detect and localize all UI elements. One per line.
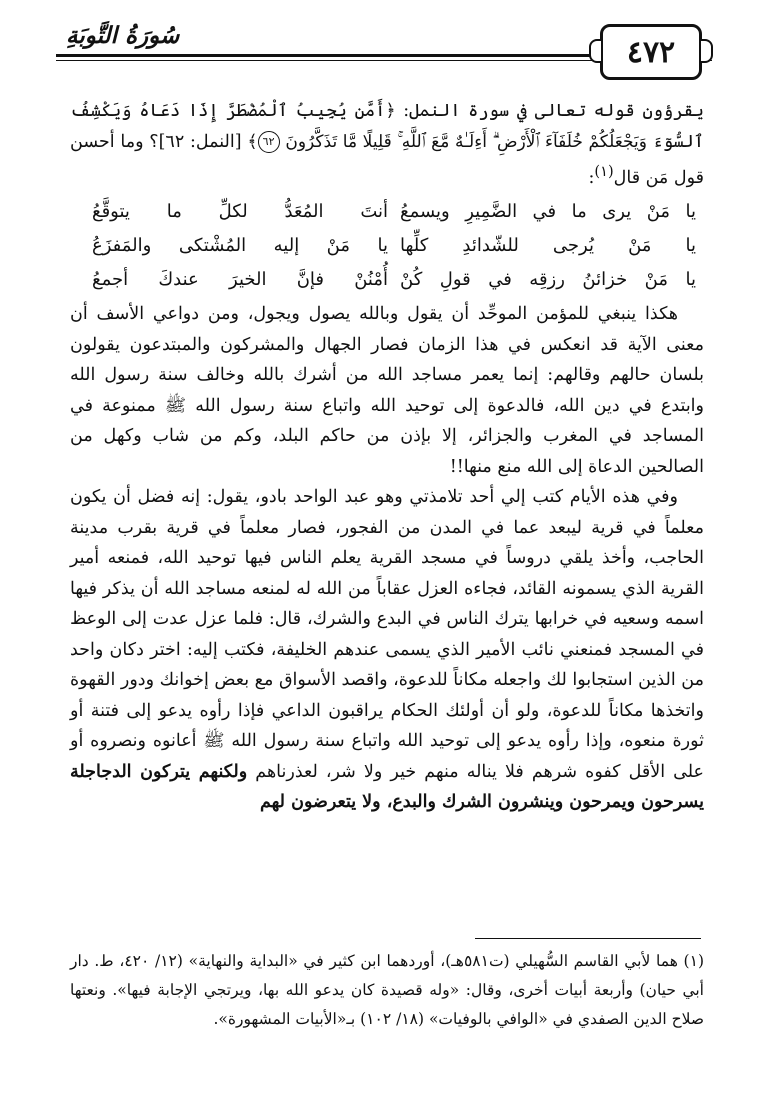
poem-second-hemistich: أنتَ المُعَدُّ لكلِّ ما يتوقَّعُ bbox=[92, 201, 388, 223]
poem-first-hemistich: يا مَنْ يُرجى للشّدائدِ كلِّها bbox=[400, 235, 696, 257]
poem-first-hemistich: يا مَنْ خزائنُ رزقِه في قولِ كُنْ bbox=[400, 269, 696, 291]
paragraph-3-bold-text: ولكنهم يتركون الدجاجلة يسرحون ويمرحون وينشرون الشرك والبدع، ولا يتعرضون لهم bbox=[70, 761, 704, 813]
poem-second-hemistich: يا مَنْ إليه المُشْتكى والمَفزَعُ bbox=[92, 235, 388, 257]
paragraph-3-text: وفي هذه الأيام كتب إلي أحد تلامذتي وهو عبد الواحد بادو، يقول: إنه فضل أن يكون معلماً في قرية ليبعد عما في المدن من الفجور، فصار معلماً في قرية بقرب مدينة الحاجب، وأخذ يلقي دروساً في مسجد القرية يعلم الناس فيها توحيد الله، فمنعه أمير القرية الذي يسمونه القائد، فجاءه العزل عقاباً من الله له لمنعه مساجد الله أن يذكر فيها اسمه وسعيه في خرابها يترك الناس في البدع والشرك، قال: فلما عزل عدت إلى الوعظ في المسجد فمنعني نائب الأمير الذي يسمى عندهم الخليفة، فكتب إليه: اختر دكان واحد من الذين استجابوا لك واجعله مكاناً للدعوة، واقصد الأسواق مع بعض إخوانك ودور القهوة واتخذها مكاناً للدعوة، ولو أن أولئك الحكام يراقبون الداعي فإذا رأوه يدعو إلى فتنة أو ثورة منعوه، وإذا رأوه يدعو إلى توحيد الله واتباع سنة رسول الله ﷺ أعانوه ونصروه أو على الأقل كفوه شرهم فلا يناله منهم خير ولا شر، لعذرناهم bbox=[70, 487, 704, 782]
page-number: ٤٧٢ bbox=[600, 24, 702, 80]
poem-second-hemistich: أُمْنُنْ فإنَّ الخيرَ عندكَ أجمعُ bbox=[92, 269, 388, 291]
footnote-separator bbox=[475, 938, 701, 939]
paragraph-1: يقرؤون قوله تعالى في سورة النمل: ﴿أَمَّن يُجِيبُ ٱلْمُضْطَرَّ إِذَا دَعَاهُ وَيَكْشِفُ ٱلسُّوٓءَ وَيَجْعَلُكُمْ خُلَفَآءَ ٱلْأَرْضِ ۗ أَءِلَـٰهٌ مَّعَ ٱللَّهِ ۚ قَلِيلًا مَّا تَذَكَّرُونَ ٦٢﴾ [النمل: ٦٢]؟ وما أحسن قول مَن قال$^{(١)}$: bbox=[70, 101, 704, 188]
para1-tail: ﴾ [النمل: ٦٢]؟ وما أحسن قول مَن قال bbox=[70, 131, 704, 188]
poem bbox=[70, 195, 704, 297]
paragraph-2: هكذا ينبغي للمؤمن الموحِّد أن يقول وبالله يصول ويجول، ومن دواعي الأسف أن معنى الآية قد انعكس في هذا الزمان فصار الجهال والمشركون والمبتدعون يقولون بلسان حالهم وقالهم: إنما يعمر مساجد الله من أشرك بالله وخالف سنة رسول الله وابتدع في دين الله، فالدعوة إلى توحيد الله واتباع سنة رسول الله ﷺ ممنوعة في المساجد في المغرب والجزائر، إلا بإذن من حاكم البلد، وكم من شاب وكهل من الصالحين الدعاة إلى الله منع منها!! bbox=[70, 304, 704, 477]
verse-number-marker: ٦٢ bbox=[258, 131, 280, 153]
page-header bbox=[56, 18, 712, 90]
footnote-ref: (١) bbox=[594, 163, 614, 180]
footnote-1: (١) هما لأبي القاسم السُّهيلي (ت٥٨١هـ)، أوردهما ابن كثير في «البداية والنهاية» (١٢/ ٤٢٠، ط. دار أبي حيان) وأربعة أبيات أخرى، وقال: «وله قصيدة كان يدعو الله بها، ويرتجي الإجابة فيها». ونعتها صلاح الدين الصفدي في «الوافي بالوفيات» (١٨/ ١٠٢) بـ«الأبيات المشهورة». bbox=[70, 952, 704, 1028]
footnotes bbox=[70, 947, 704, 1034]
quran-verse-line: وَيَجْعَلُكُمْ خُلَفَآءَ ٱلْأَرْضِ ۗ أَءِلَـٰهٌ مَّعَ ٱللَّهِ ۚ قَلِيلًا مَّا تَذَكَّرُونَ bbox=[285, 131, 647, 152]
surah-title: سُورَةُ التَّوبَةِ bbox=[60, 22, 185, 49]
poem-verse bbox=[70, 195, 704, 229]
main-text bbox=[70, 96, 704, 818]
para1-intro: يقرؤون قوله تعالى في سورة النمل: ﴿أَمَّن يُجِيبُ ٱلْمُضْطَرَّ إِذَا دَعَاهُ وَيَكْشِفُ ٱلسُّوٓءَ bbox=[70, 101, 704, 152]
poem-verse bbox=[70, 229, 704, 263]
paragraph-3 bbox=[70, 482, 704, 818]
poem-first-hemistich: يا مَنْ يرى ما في الضَّمِيرِ ويسمعُ bbox=[400, 201, 696, 223]
poem-verse bbox=[70, 263, 704, 297]
